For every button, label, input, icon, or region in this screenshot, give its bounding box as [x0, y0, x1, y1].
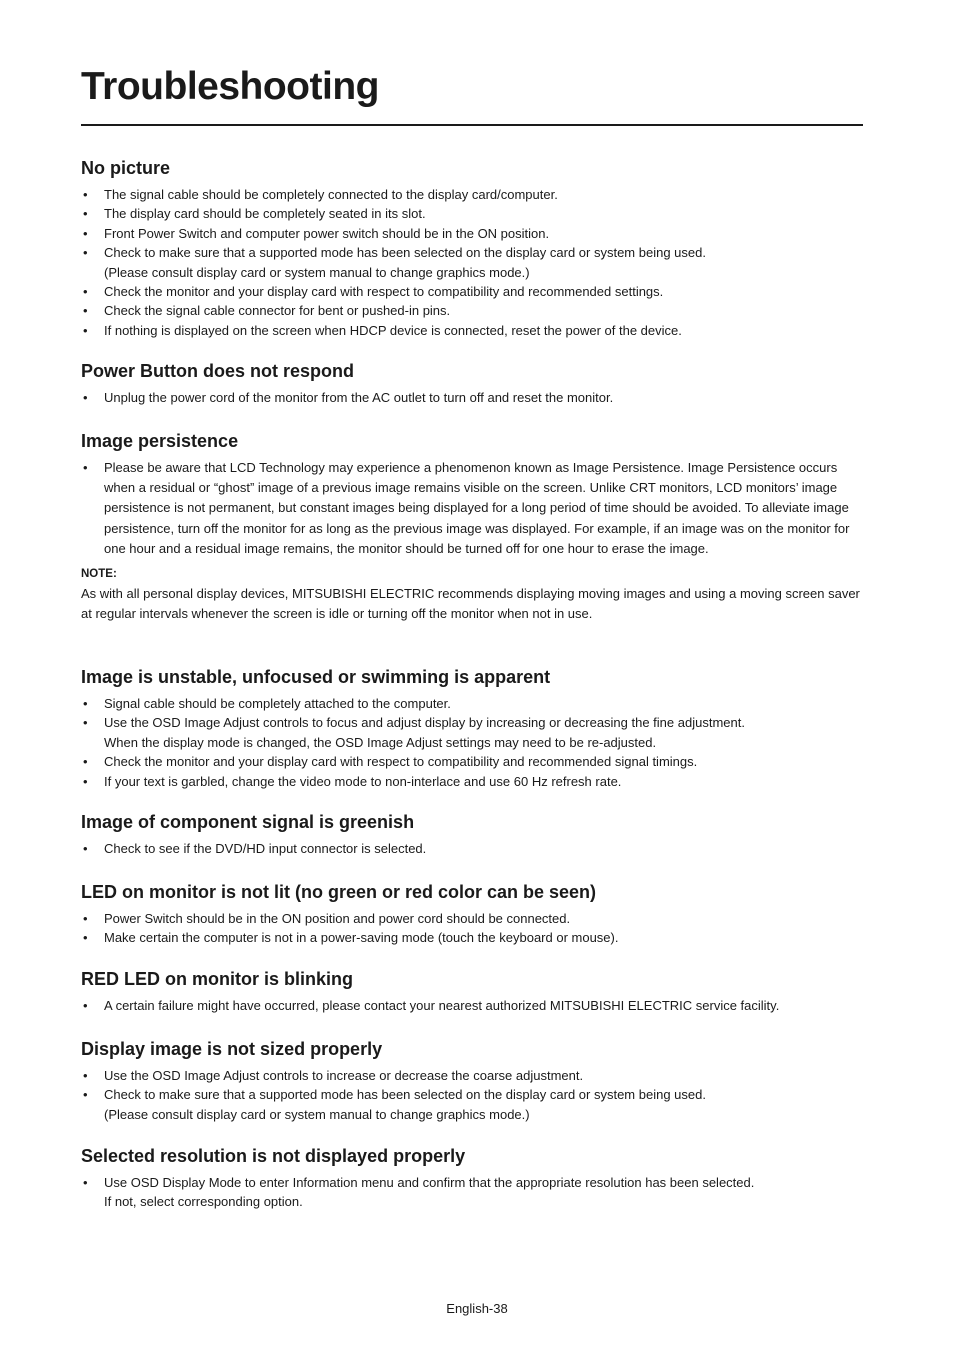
- bullet-list: [81, 694, 863, 791]
- section-component-greenish: [81, 811, 863, 858]
- bullet-icon: •: [83, 773, 88, 789]
- section-heading: Image persistence: [81, 431, 239, 451]
- bullet-icon: •: [83, 1068, 88, 1083]
- section-heading: Power Button does not respond: [81, 361, 354, 381]
- bullet-list: [81, 458, 863, 559]
- section-not-sized: [81, 1038, 863, 1124]
- bullet-icon: •: [83, 187, 88, 202]
- bullet-list: [81, 996, 863, 1015]
- section-red-led: [81, 968, 863, 1015]
- title-divider: [81, 124, 863, 126]
- list-item: • Use the OSD Image Adjust controls to increase or decrease the coarse adjustment.: [81, 1066, 863, 1085]
- list-item: • A certain failure might have occurred, please contact your nearest authorized MITSUBISHI ELECTRIC service facility.: [81, 996, 863, 1015]
- page-number: English-38: [446, 1301, 508, 1316]
- list-item: • Check the monitor and your display card with respect to compatibility and recommended settings.: [81, 282, 863, 301]
- section-resolution: [81, 1145, 863, 1212]
- section-heading: Image of component signal is greenish: [81, 812, 415, 832]
- bullet-icon: •: [83, 245, 88, 261]
- section-heading: No picture: [81, 158, 171, 178]
- bullet-icon: •: [83, 225, 88, 241]
- bullet-list: [81, 185, 863, 340]
- bullet-list: [81, 839, 863, 858]
- bullet-icon: •: [83, 390, 88, 405]
- bullet-icon: •: [83, 284, 88, 300]
- list-item: • The signal cable should be completely connected to the display card/computer.: [81, 185, 863, 204]
- list-item-continuation: When the display mode is changed, the OSD Image Adjust settings may need to be re-adjusted.: [104, 734, 657, 750]
- bullet-list: [81, 1173, 863, 1212]
- list-item: • Use the OSD Image Adjust controls to focus and adjust display by increasing or decreasing the fine adjustment. When the display mode is changed, the OSD Image Adjust settings may need to be re-adjusted.: [81, 713, 863, 752]
- list-item: • Check to see if the DVD/HD input connector is selected.: [81, 839, 863, 858]
- bullet-list: [81, 909, 863, 948]
- bullet-icon: •: [83, 715, 88, 731]
- bullet-icon: •: [83, 754, 88, 770]
- bullet-icon: •: [83, 1175, 88, 1190]
- list-item-continuation: (Please consult display card or system manual to change graphics mode.): [104, 1106, 530, 1122]
- list-item: • Check to make sure that a supported mode has been selected on the display card or system being used. (Please consult display card or system manual to change graphics mode.): [81, 1085, 863, 1124]
- bullet-list: [81, 1066, 863, 1124]
- note-label: NOTE:: [81, 568, 117, 581]
- bullet-icon: •: [83, 303, 88, 319]
- list-item: • Use OSD Display Mode to enter Information menu and confirm that the appropriate resolution has been selected. If not, select corresponding option.: [81, 1173, 863, 1212]
- list-item: • Make certain the computer is not in a power-saving mode (touch the keyboard or mouse).: [81, 928, 863, 947]
- list-item-continuation: If not, select corresponding option.: [104, 1194, 303, 1210]
- bullet-icon: •: [83, 322, 88, 338]
- bullet-icon: •: [83, 1087, 88, 1103]
- bullet-icon: •: [83, 998, 88, 1013]
- section-led-not-lit: [81, 881, 863, 948]
- bullet-icon: •: [83, 206, 88, 222]
- list-item: • Front Power Switch and computer power switch should be in the ON position.: [81, 224, 863, 243]
- list-item: • If nothing is displayed on the screen when HDCP device is connected, reset the power of the device.: [81, 321, 863, 340]
- section-heading: RED LED on monitor is blinking: [81, 969, 353, 989]
- list-item: • The display card should be completely seated in its slot.: [81, 204, 863, 223]
- bullet-icon: •: [83, 841, 88, 856]
- list-item: • Check the signal cable connector for bent or pushed-in pins.: [81, 301, 863, 320]
- bullet-icon: •: [83, 911, 88, 926]
- list-item: • Unplug the power cord of the monitor from the AC outlet to turn off and reset the monitor.: [81, 388, 863, 407]
- section-heading: Selected resolution is not displayed properly: [81, 1146, 466, 1166]
- section-image-persistence: [81, 430, 863, 624]
- list-item-continuation: (Please consult display card or system manual to change graphics mode.): [104, 264, 530, 280]
- bullet-icon: •: [83, 696, 88, 711]
- bullet-icon: •: [83, 930, 88, 946]
- list-item: • Check to make sure that a supported mode has been selected on the display card or system being used. (Please consult display card or system manual to change graphics mode.): [81, 243, 863, 282]
- bullet-icon: •: [83, 460, 88, 475]
- section-image-unstable: [81, 666, 863, 791]
- list-item: • Check the monitor and your display card with respect to compatibility and recommended signal timings.: [81, 752, 863, 771]
- section-no-picture: [81, 157, 863, 340]
- list-item: • Please be aware that LCD Technology may experience a phenomenon known as Image Persistence. Image Persistence occurs when a residual or “ghost” image of a previous image remains visible on the screen. Unlike CRT monitors, LCD monitors’ image persistence is not permanent, but constant images being displayed for a long period of time should be avoided. To alleviate image persistence, turn off the monitor for as long as the previous image was displayed. For example, if an image was on the monitor for one hour and a residual image remains, the monitor should be turned off for one hour to erase the image.: [83, 460, 850, 556]
- bullet-list: [81, 388, 863, 407]
- list-item: • If your text is garbled, change the video mode to non-interlace and use 60 Hz refresh rate.: [81, 772, 863, 791]
- list-item: • Power Switch should be in the ON position and power cord should be connected.: [81, 909, 863, 928]
- section-heading: Image is unstable, unfocused or swimming is apparent: [81, 667, 551, 687]
- page-title: Troubleshooting: [81, 65, 379, 108]
- section-heading: LED on monitor is not lit (no green or red color can be seen): [81, 882, 597, 902]
- list-item: • Signal cable should be completely attached to the computer.: [81, 694, 863, 713]
- section-power-button: [81, 360, 863, 407]
- note-text: As with all personal display devices, MITSUBISHI ELECTRIC recommends displaying moving images and using a moving screen saver at regular intervals whenever the screen is idle or turning off the monitor when not in use.: [81, 586, 860, 622]
- section-heading: Display image is not sized properly: [81, 1039, 383, 1059]
